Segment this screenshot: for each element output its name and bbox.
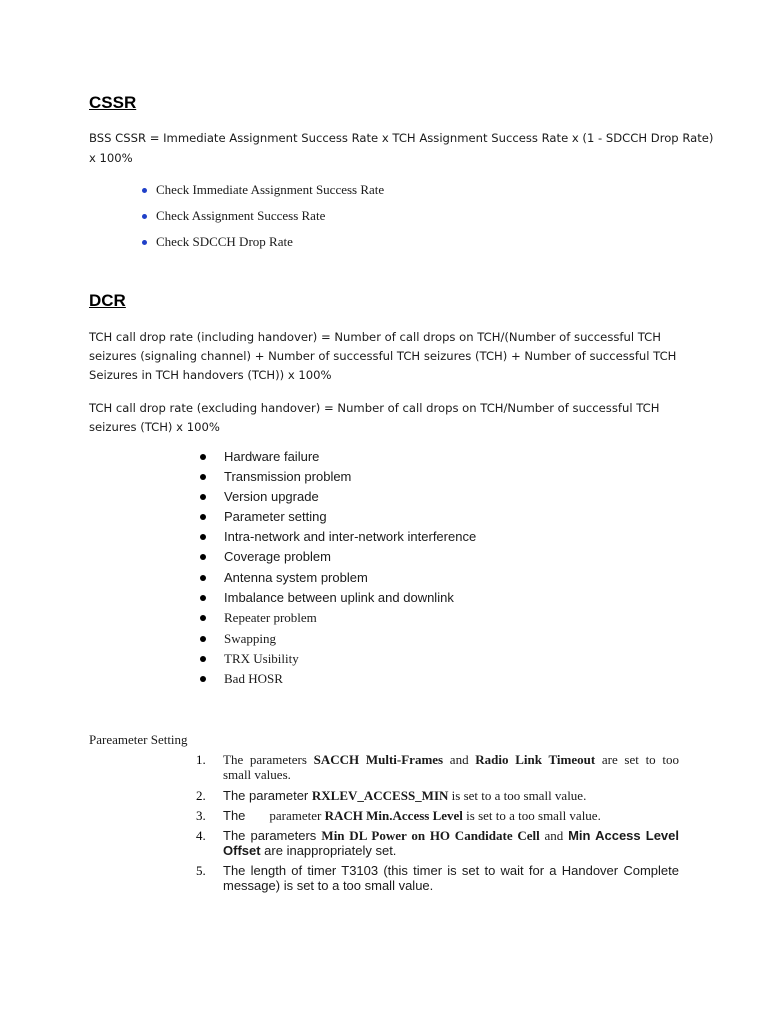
- bullet-dot-icon: [200, 676, 206, 682]
- bullet-dot-icon: [200, 575, 206, 581]
- item-text: are set to too: [595, 752, 679, 767]
- bullet-dot-icon: [200, 494, 206, 500]
- parameter-item-5: [223, 863, 679, 893]
- item-text: and: [539, 828, 569, 843]
- check-item: Check Immediate Assignment Success Rate: [156, 182, 385, 197]
- cssr-formula-line-2: x 100%: [89, 151, 133, 165]
- item-text: small values.: [223, 767, 291, 782]
- cause-item: Version upgrade: [224, 489, 319, 504]
- bullet-dot-icon: [142, 214, 147, 219]
- bullet-dot-icon: [200, 474, 206, 480]
- bullet-dot-icon: [200, 656, 206, 662]
- check-item: Check Assignment Success Rate: [156, 208, 326, 223]
- cause-item: Coverage problem: [224, 549, 331, 564]
- bullet-dot-icon: [200, 514, 206, 520]
- dcr-heading: DCR: [89, 291, 126, 310]
- bullet-dot-icon: [200, 636, 206, 642]
- bullet-dot-icon: [142, 240, 147, 245]
- cause-item: Imbalance between uplink and downlink: [224, 590, 454, 605]
- list-number: 1.: [196, 752, 206, 767]
- cause-item: Parameter setting: [224, 509, 327, 524]
- item-text: The parameters: [223, 828, 322, 843]
- bullet-dot-icon: [142, 188, 147, 193]
- dcr-excluding-line-2: seizures (TCH) x 100%: [89, 420, 220, 434]
- bullet-dot-icon: [200, 595, 206, 601]
- bullet-dot-icon: [200, 534, 206, 540]
- item-text: is set to a too small value.: [462, 808, 601, 823]
- param-name: RXLEV_ACCESS_MIN: [311, 788, 449, 803]
- dcr-excluding-line-1: TCH call drop rate (excluding handover) = Number of call drops on TCH/Number of successful TCH: [89, 401, 660, 415]
- cause-item: Antenna system problem: [224, 570, 368, 585]
- cause-item: Repeater problem: [224, 610, 317, 625]
- cause-item: Transmission problem: [224, 469, 352, 484]
- parameter-setting-title: Pareameter Setting: [89, 732, 188, 747]
- dcr-including-line-2: seizures (signaling channel) + Number of successful TCH seizures (TCH) + Number of successful TCH: [89, 349, 677, 363]
- list-number: 2.: [196, 788, 206, 803]
- cause-item: Hardware failure: [224, 449, 320, 464]
- list-number: 3.: [196, 808, 206, 823]
- item-text: message) is set to a too small value.: [223, 878, 434, 893]
- parameter-item-4: [223, 828, 679, 858]
- item-text: The: [223, 808, 246, 823]
- cause-item: Intra-network and inter-network interference: [224, 529, 477, 544]
- bullet-dot-icon: [200, 554, 206, 560]
- dcr-including-line-1: TCH call drop rate (including handover) = Number of call drops on TCH/(Number of successful TCH: [89, 330, 661, 344]
- item-text: parameter: [269, 808, 325, 823]
- item-text: and: [443, 752, 476, 767]
- bullet-dot-icon: [200, 615, 206, 621]
- cssr-formula-line-1: BSS CSSR = Immediate Assignment Success Rate x TCH Assignment Success Rate x (1 - SDCCH Drop Rate): [89, 131, 714, 145]
- item-text: The length of timer T3103 (this timer is set to wait for a Handover Complete: [223, 863, 679, 878]
- check-item: Check SDCCH Drop Rate: [156, 234, 293, 249]
- cause-item: TRX Usibility: [224, 651, 299, 666]
- cssr-heading: CSSR: [89, 93, 137, 112]
- item-text: are inappropriately set.: [260, 843, 397, 858]
- parameter-item-3: [223, 808, 679, 823]
- param-name: Min DL Power on HO Candidate Cell: [321, 828, 540, 843]
- item-text: The parameters: [223, 752, 314, 767]
- param-name: Offset: [223, 843, 261, 858]
- parameter-item-1: [223, 752, 679, 782]
- list-number: 5.: [196, 863, 206, 878]
- item-text: The parameter: [223, 788, 312, 803]
- list-number: 4.: [196, 828, 206, 843]
- param-name: RACH Min.Access Level: [324, 808, 463, 823]
- param-name: Radio Link Timeout: [475, 752, 596, 767]
- param-name: SACCH Multi-Frames: [313, 752, 444, 767]
- dcr-including-line-3: Seizures in TCH handovers (TCH)) x 100%: [89, 368, 332, 382]
- bullet-dot-icon: [200, 454, 206, 460]
- parameter-item-2: [223, 788, 679, 803]
- item-text: is set to a too small value.: [448, 788, 587, 803]
- cause-item: Bad HOSR: [224, 671, 283, 686]
- cause-item: Swapping: [224, 631, 276, 646]
- param-name: Min Access Level: [568, 828, 680, 843]
